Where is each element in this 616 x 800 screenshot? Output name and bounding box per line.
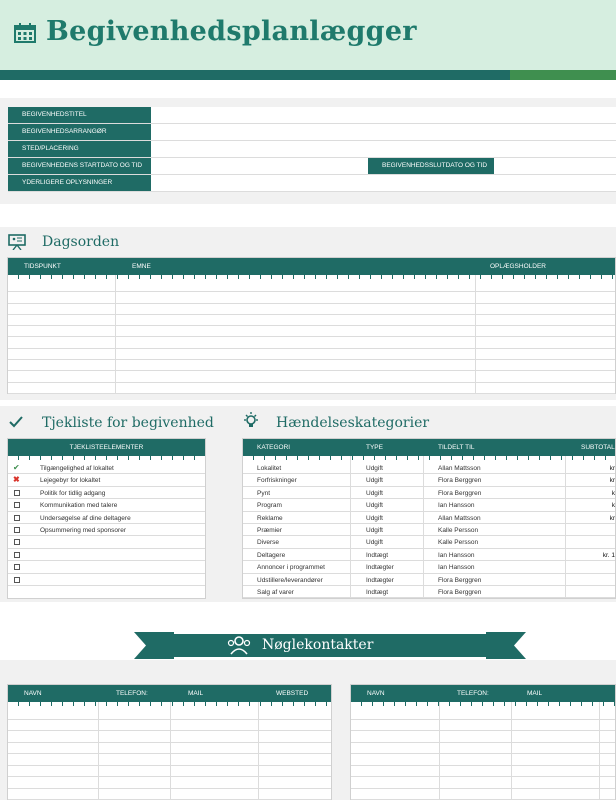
category-assigned: Ian Hansson [438,564,475,572]
agenda-row[interactable] [8,337,615,348]
contacts-table-right [350,684,616,800]
checklist-item[interactable] [8,499,205,511]
checkbox-icon[interactable] [14,502,20,508]
category-subtotal: kr. 1 [602,551,615,559]
category-name: Udstillere/leverandører [257,576,323,584]
agenda-header [8,258,615,275]
category-type: Udgift [366,539,383,547]
categories-rows [243,462,615,598]
agenda-row[interactable] [8,360,615,371]
category-type: Indtægt [366,588,389,596]
checklist-item-label: Kommunikation med talere [40,502,118,510]
category-assigned: Flora Berggren [438,477,482,485]
checkbox-icon[interactable] [14,564,20,570]
event-location-row[interactable] [8,141,616,158]
category-subtotal: k [611,502,615,510]
checklist-item-label: Opsummering med sponsorer [40,526,126,534]
event-start-row[interactable] [8,158,616,175]
category-type: Indtægt [366,551,389,559]
category-row[interactable] [243,574,615,586]
category-assigned: Allan Mattsson [438,514,481,522]
checklist-col: TJEKLISTEELEMENTER [69,444,144,451]
event-extra-label: YDERLIGERE OPLYSNINGER [8,175,151,191]
contacts-title: Nøglekontakter [262,637,374,653]
contacts-right-rows [351,708,615,800]
event-extra-row[interactable] [8,175,616,192]
event-end-label: BEGIVENHEDSSLUTDATO OG TID [368,158,494,174]
category-assigned: Flora Berggren [438,489,482,497]
category-type: Udgift [366,514,383,522]
agenda-title: Dagsorden [42,234,120,250]
category-name: Præmier [257,526,282,534]
checklist-item[interactable] [8,549,205,561]
agenda-row[interactable] [8,292,615,303]
contact-row[interactable] [351,789,615,800]
category-name: Salg af varer [257,588,294,596]
checklist-title: Tjekliste for begivenhed [42,415,214,431]
category-assigned: Flora Berggren [438,588,482,596]
agenda-col-topic: EMNE [132,263,151,270]
event-organizer-row[interactable] [8,124,616,141]
event-title-row[interactable] [8,107,616,124]
category-type: Indtægter [366,564,394,572]
contacts-table-left [7,684,332,800]
category-subtotal: k [611,489,615,497]
contacts-left-header [8,685,331,702]
lightbulb-icon [243,412,259,430]
page-title: Begivenhedsplanlægger [46,16,417,47]
event-info-form [8,107,616,192]
category-name: Pynt [257,489,271,497]
category-row[interactable] [243,561,615,573]
category-assigned: Ian Hansson [438,502,475,510]
agenda-row[interactable] [8,315,615,326]
calendar-icon [14,23,36,43]
category-row[interactable] [243,487,615,499]
checklist-header [8,439,205,456]
category-row[interactable] [243,586,615,598]
event-start-label: BEGIVENHEDENS STARTDATO OG TID [8,158,151,174]
checklist-item[interactable] [8,561,205,573]
category-name: Deltagere [257,551,286,559]
category-type: Udgift [366,526,383,534]
contact-row[interactable] [351,777,615,789]
category-type: Udgift [366,502,383,510]
agenda-row[interactable] [8,304,615,315]
checklist-item[interactable] [8,536,205,548]
checkbox-icon[interactable] [14,539,20,545]
contacts-right-col-mail: MAIL [527,690,543,697]
checklist-item-label: Lejegebyr for lokaltet [40,477,101,485]
category-subtotal: kr [609,514,615,522]
check-failed-icon: ✖ [13,475,20,485]
contact-row[interactable] [351,743,615,755]
category-row[interactable] [243,512,615,524]
contacts-left-col-web: WEBSTED [276,690,309,697]
checkbox-icon[interactable] [14,577,20,583]
agenda-row[interactable] [8,383,615,394]
contacts-left-col-phone: TELEFON: [116,690,148,697]
contacts-right-col-name: NAVN [367,690,385,697]
categories-col-type: TYPE [366,444,383,451]
category-assigned: Kalle Persson [438,539,479,547]
contact-row[interactable] [351,766,615,778]
contacts-group-icon [226,635,252,655]
checkbox-icon[interactable] [14,515,20,521]
category-subtotal: kr [609,465,615,472]
category-name: Annoncer i programmet [257,564,325,572]
checkbox-icon[interactable] [14,527,20,533]
category-row[interactable] [243,549,615,561]
checklist-item[interactable] [8,462,205,474]
category-name: Lokalitet [257,465,282,472]
contact-row[interactable] [351,708,615,720]
category-assigned: Allan Mattsson [438,465,481,472]
categories-table [242,438,616,599]
checklist-item[interactable] [8,487,205,499]
categories-col-assigned: TILDELT TIL [438,444,475,451]
agenda-row[interactable] [8,371,615,382]
checkbox-icon[interactable] [14,552,20,558]
check-done-icon: ✔ [13,463,20,472]
agenda-row[interactable] [8,326,615,337]
contacts-right-col-phone: TELEFON: [457,690,489,697]
category-row[interactable] [243,524,615,536]
checkmark-icon [9,416,23,428]
category-row[interactable] [243,474,615,486]
category-row[interactable] [243,536,615,548]
category-name: Forfriskninger [257,477,297,485]
categories-col-category: KATEGORI [257,444,291,451]
contacts-left-col-mail: MAIL [188,690,204,697]
contacts-right-header [351,685,615,702]
contacts-left-col-name: NAVN [24,690,42,697]
checklist-item[interactable] [8,474,205,486]
category-assigned: Ian Hansson [438,551,475,559]
agenda-rows [8,281,615,394]
checklist-item-label: Undersøgelse af dine deltagere [40,514,131,522]
category-type: Udgift [366,465,383,472]
presentation-board-icon [8,234,26,250]
event-organizer-label: BEGIVENHEDSARRANGØR [8,124,151,140]
category-assigned: Kalle Persson [438,526,479,534]
category-assigned: Flora Berggren [438,576,482,584]
agenda-table [7,257,616,394]
contact-row[interactable] [351,731,615,743]
category-name: Program [257,502,282,510]
checklist-item[interactable] [8,512,205,524]
category-row[interactable] [243,499,615,511]
checklist-item-label: Tilgængelighed af lokaltet [40,465,114,472]
header-bar [0,70,616,80]
checklist-table [7,438,206,599]
category-row[interactable] [243,462,615,474]
category-name: Reklame [257,514,283,522]
event-title-label: BEGIVENHEDSTITEL [8,107,151,123]
checklist-item-label: Politik for tidlig adgang [40,489,106,497]
agenda-col-presenter: OPLÆGSHOLDER [490,263,546,270]
category-type: Udgift [366,489,383,497]
categories-header [243,439,615,456]
agenda-row[interactable] [8,281,615,292]
categories-col-subtotal: SUBTOTAL [581,444,615,451]
checklist-item[interactable] [8,524,205,536]
category-subtotal: kr [609,477,615,485]
category-type: Indtægter [366,576,394,584]
agenda-row[interactable] [8,349,615,360]
categories-title: Hændelseskategorier [276,415,430,431]
category-type: Udgift [366,477,383,485]
event-location-label: STED/PLACERING [8,141,151,157]
contact-row[interactable] [351,720,615,732]
category-name: Diverse [257,539,280,547]
checklist-item[interactable] [8,574,205,586]
checkbox-icon[interactable] [14,490,20,496]
checklist-rows [8,462,205,586]
contact-row[interactable] [351,754,615,766]
agenda-col-time: TIDSPUNKT [24,263,61,270]
